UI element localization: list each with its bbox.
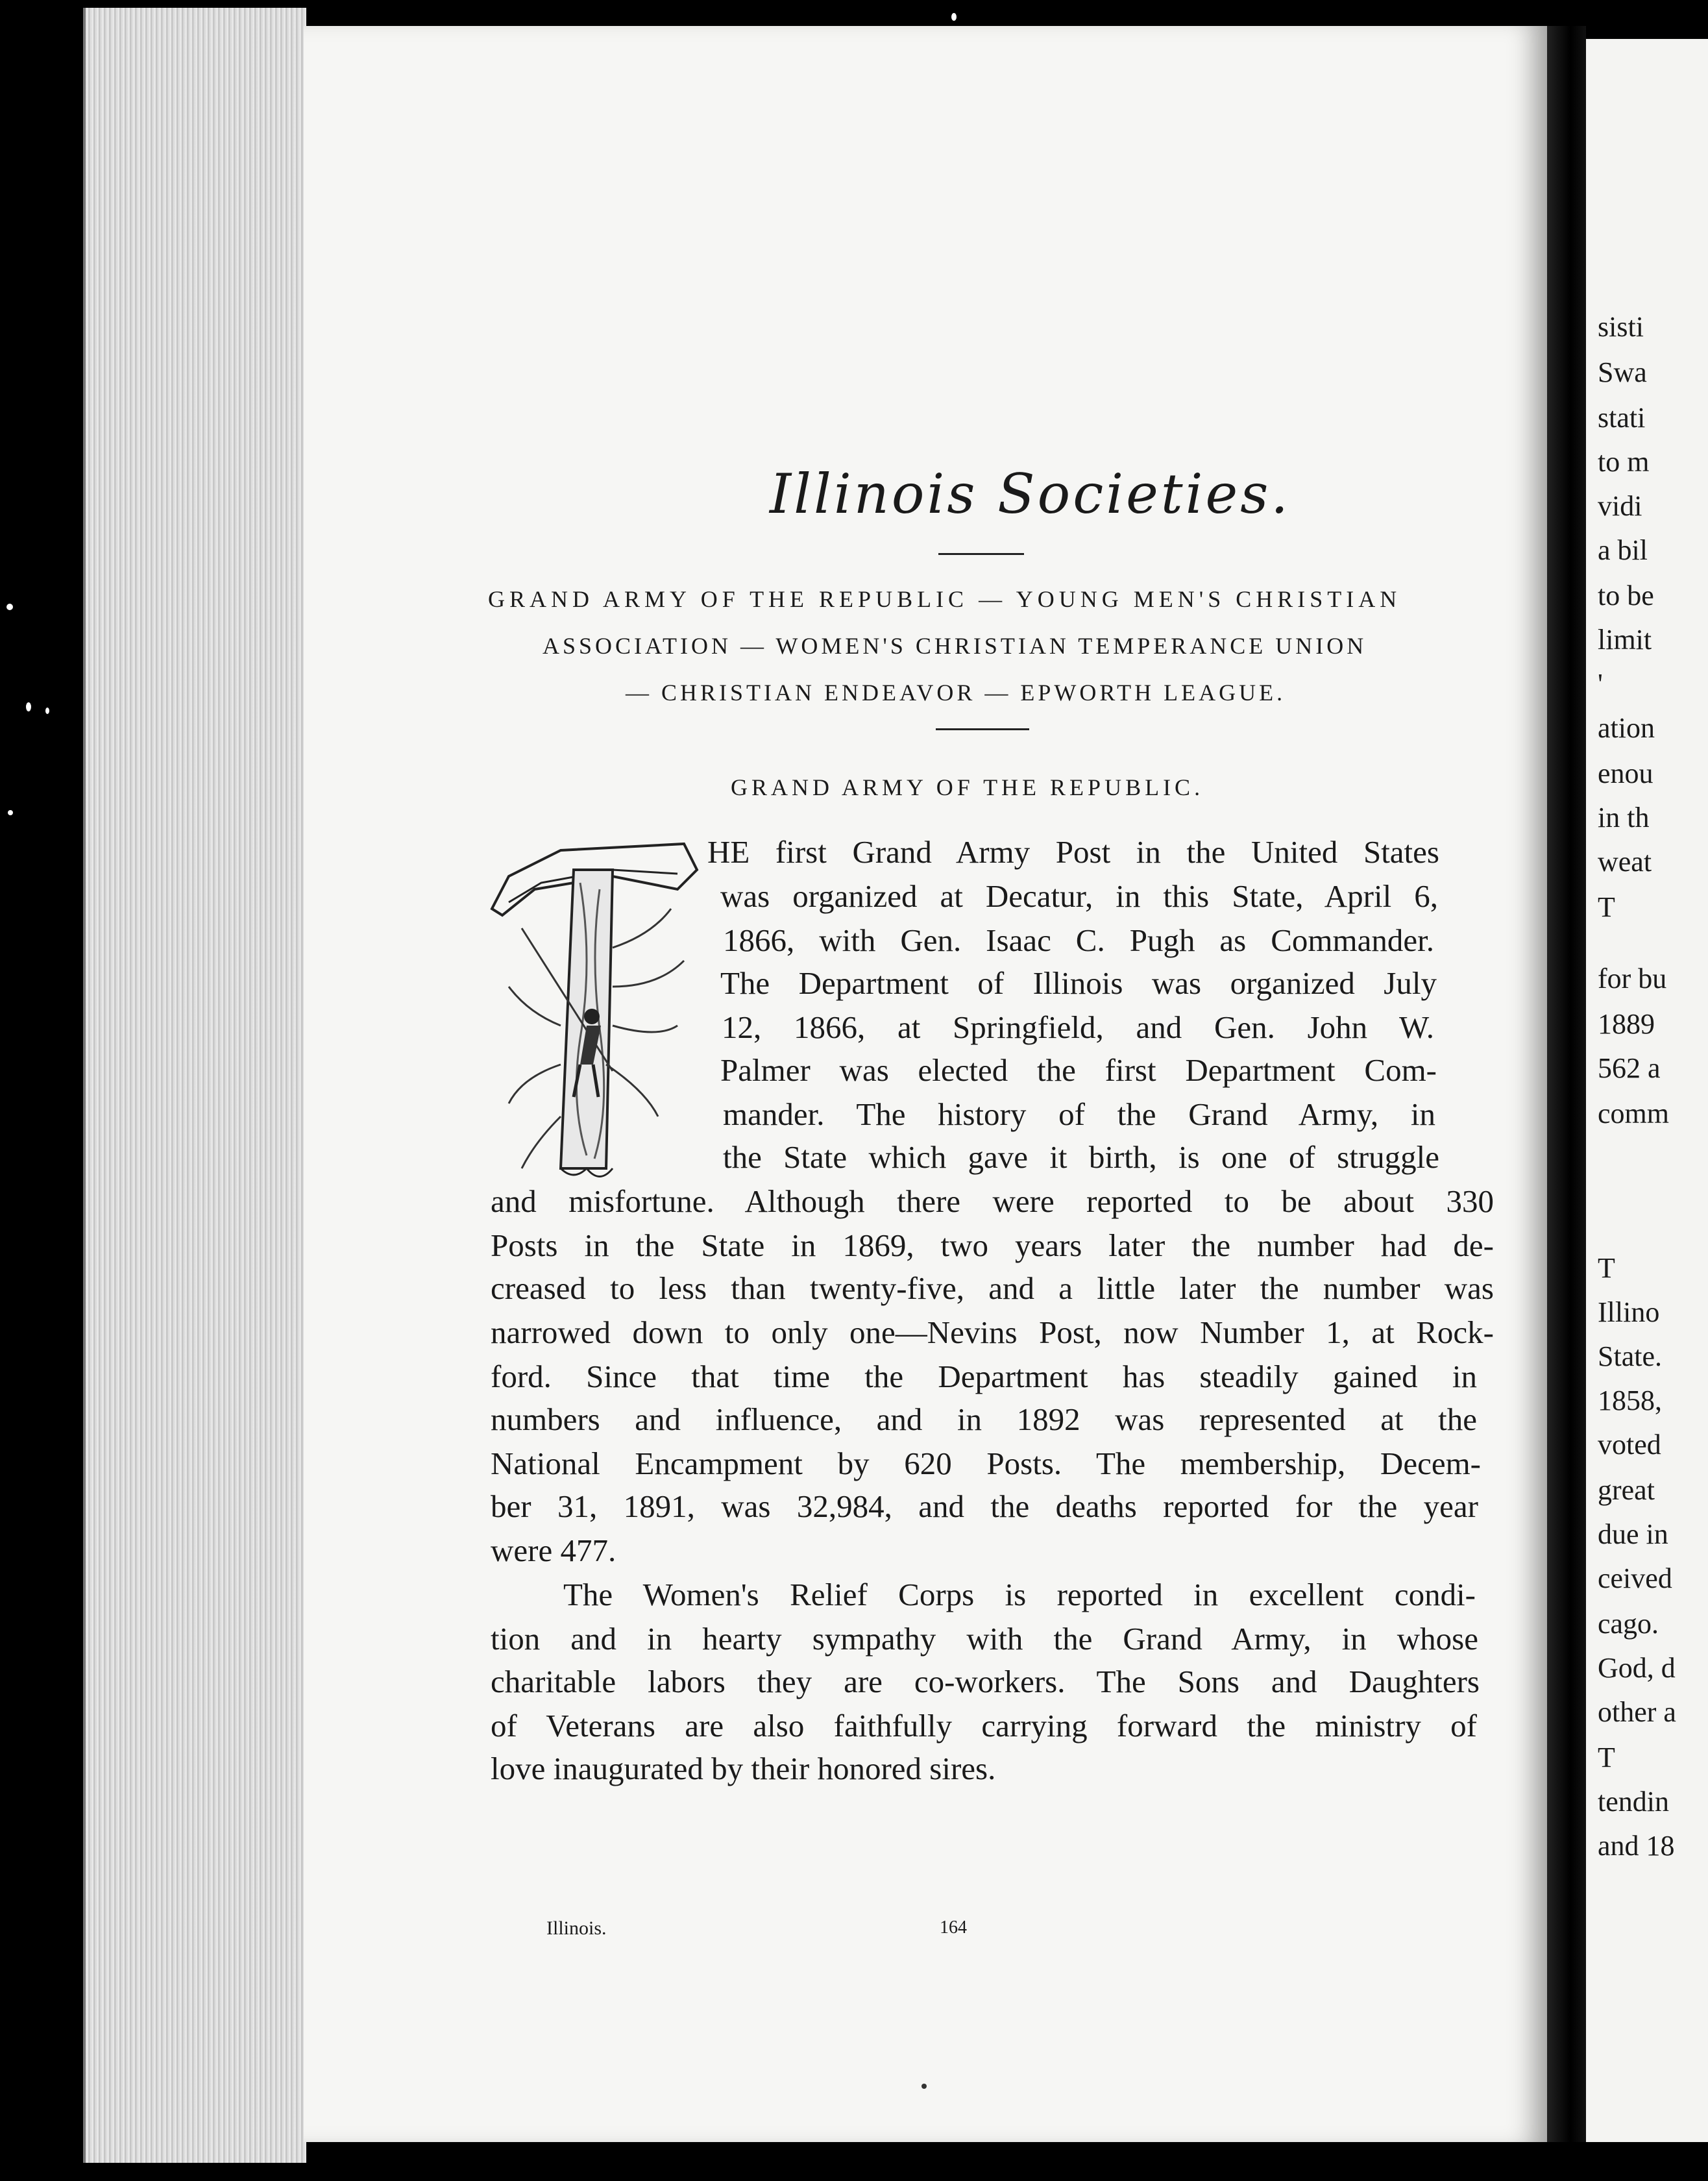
right-page-fragment: to be bbox=[1598, 580, 1654, 611]
paragraph-line: of Veterans are also faithfully carrying forward the ministry of bbox=[491, 1708, 1477, 1744]
right-page-fragment: Illino bbox=[1598, 1296, 1660, 1328]
right-page-fragment: other a bbox=[1598, 1696, 1676, 1728]
paragraph-line: love inaugurated by their honored sires. bbox=[491, 1751, 996, 1786]
paragraph-line: ford. Since that time the Department has steadily gained in bbox=[491, 1359, 1477, 1394]
paragraph-line: creased to less than twenty-five, and a little later the number was bbox=[491, 1270, 1494, 1306]
right-page-fragment: weat bbox=[1598, 846, 1652, 878]
paragraph-line: was organized at Decatur, in this State, April 6, bbox=[720, 878, 1438, 914]
paragraph-line: HE first Grand Army Post in the United States bbox=[707, 834, 1439, 870]
right-page bbox=[1586, 39, 1708, 2142]
right-page-fragment: cago. bbox=[1598, 1608, 1659, 1640]
right-page-fragment: 562 a bbox=[1598, 1052, 1661, 1084]
paragraph-line: narrowed down to only one—Nevins Post, now Number 1, at Rock- bbox=[491, 1314, 1494, 1350]
scan-speck bbox=[45, 708, 49, 714]
running-footer: Illinois. bbox=[546, 1917, 607, 1939]
right-page-fragment: ' bbox=[1598, 668, 1603, 700]
paragraph-line: National Encampment by 620 Posts. The membership, Decem- bbox=[491, 1446, 1481, 1481]
paragraph-line: ber 31, 1891, was 32,984, and the deaths reported for the year bbox=[491, 1488, 1478, 1524]
paragraph-line: were 477. bbox=[491, 1533, 616, 1568]
subheading-line: GRAND ARMY OF THE REPUBLIC — YOUNG MEN'S CHRISTIAN bbox=[488, 586, 1402, 612]
paragraph-line: Palmer was elected the first Department Com- bbox=[720, 1052, 1437, 1088]
book-gutter bbox=[1547, 26, 1586, 2142]
right-page-fragment: T bbox=[1598, 1742, 1615, 1773]
scan-speck bbox=[921, 2084, 927, 2089]
paragraph-line: charitable labors they are co-workers. The Sons and Daughters bbox=[491, 1664, 1480, 1699]
right-page-fragment: comm bbox=[1598, 1098, 1669, 1129]
paragraph-line: 12, 1866, at Springfield, and Gen. John W. bbox=[722, 1009, 1434, 1045]
right-page-fragment: tendin bbox=[1598, 1786, 1669, 1818]
section-heading: GRAND ARMY OF THE REPUBLIC. bbox=[731, 774, 1204, 800]
paragraph-line: The Department of Illinois was organized July bbox=[720, 965, 1437, 1001]
right-page-fragment: God, d bbox=[1598, 1652, 1676, 1684]
subheading-line: — CHRISTIAN ENDEAVOR — EPWORTH LEAGUE. bbox=[626, 680, 1286, 706]
scan-speck bbox=[26, 702, 31, 711]
right-page-fragment: Swa bbox=[1598, 356, 1647, 388]
paragraph-line: tion and in hearty sympathy with the Grand Army, in whose bbox=[491, 1621, 1478, 1657]
paragraph-line: Posts in the State in 1869, two years later the number had de- bbox=[491, 1227, 1494, 1263]
scan-speck bbox=[6, 604, 13, 610]
right-page-fragment: ation bbox=[1598, 712, 1655, 744]
paragraph-line: mander. The history of the Grand Army, in bbox=[723, 1096, 1435, 1132]
page-edges bbox=[83, 8, 306, 2163]
right-page-fragment: great bbox=[1598, 1474, 1655, 1506]
right-page-fragment: enou bbox=[1598, 758, 1653, 789]
right-page-fragment: in th bbox=[1598, 802, 1650, 833]
right-page-fragment: limit bbox=[1598, 624, 1652, 656]
right-page-fragment: voted bbox=[1598, 1429, 1661, 1460]
right-page-fragment: T bbox=[1598, 891, 1615, 923]
title-rule bbox=[938, 553, 1024, 555]
right-page-fragment: to m bbox=[1598, 446, 1650, 478]
paragraph-line: 1866, with Gen. Isaac C. Pugh as Commander. bbox=[723, 922, 1434, 958]
paragraph-line: numbers and influence, and in 1892 was represented at the bbox=[491, 1401, 1477, 1437]
paragraph-line: and misfortune. Although there were reported to be about 330 bbox=[491, 1183, 1494, 1219]
right-page-fragment: for bu bbox=[1598, 963, 1667, 994]
scan-speck bbox=[951, 13, 957, 21]
right-page-fragment: sisti bbox=[1598, 311, 1644, 343]
right-page-fragment: T bbox=[1598, 1252, 1615, 1284]
right-page-fragment: State. bbox=[1598, 1340, 1662, 1372]
subheading-rule bbox=[936, 728, 1029, 730]
right-page-fragment: vidi bbox=[1598, 490, 1642, 522]
right-page-fragment: 1858, bbox=[1598, 1385, 1662, 1416]
right-page-fragment: stati bbox=[1598, 402, 1646, 434]
subheading-line: ASSOCIATION — WOMEN'S CHRISTIAN TEMPERANCE UNION bbox=[543, 633, 1367, 659]
page-title: Illinois Societies. bbox=[770, 462, 1291, 526]
scan-speck bbox=[8, 810, 13, 815]
paragraph-line: the State which gave it birth, is one of struggle bbox=[723, 1139, 1439, 1175]
right-page-fragment: due in bbox=[1598, 1518, 1668, 1550]
drop-cap-illustration bbox=[483, 831, 703, 1194]
right-page-fragment: and 18 bbox=[1598, 1830, 1675, 1862]
paragraph-line: The Women's Relief Corps is reported in excellent condi- bbox=[563, 1577, 1476, 1612]
right-page-fragment: ceived bbox=[1598, 1562, 1672, 1594]
page-number: 164 bbox=[940, 1917, 967, 1938]
right-page-fragment: 1889 bbox=[1598, 1008, 1655, 1040]
right-page-fragment: a bil bbox=[1598, 534, 1648, 566]
